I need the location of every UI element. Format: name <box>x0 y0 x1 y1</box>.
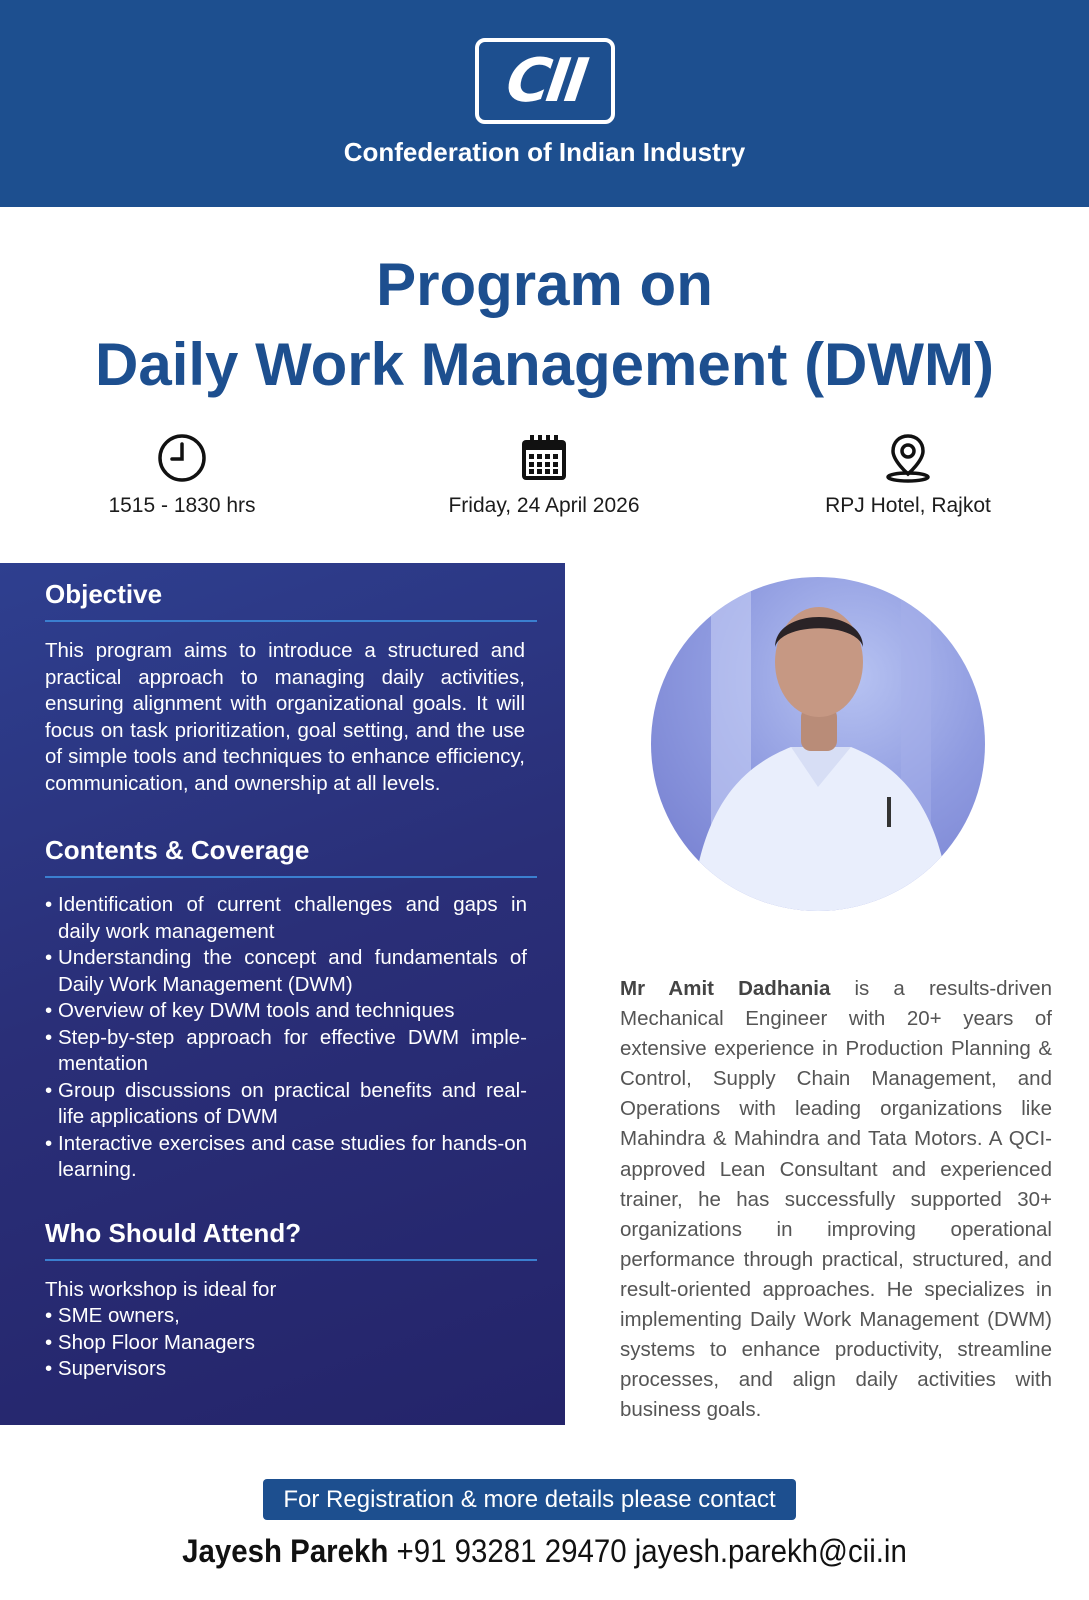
bullet-icon: • <box>45 1357 53 1380</box>
event-time-text: 1515 - 1830 hrs <box>108 494 256 517</box>
speaker-photo <box>651 577 985 911</box>
who-should-attend-heading: Who Should Attend? <box>45 1218 537 1261</box>
event-date-text: Friday, 24 April 2026 <box>448 494 640 517</box>
list-item: • Step-by-step approach for effective DWM imple-mentation <box>45 1025 527 1075</box>
event-date <box>414 432 674 518</box>
bullet-icon: • <box>45 893 53 916</box>
list-item: • Identification of current challenges and gaps in daily work management <box>45 893 527 943</box>
speaker-portrait-illustration <box>651 577 985 911</box>
cii-logo <box>475 38 615 124</box>
program-details-panel <box>0 563 565 1425</box>
bullet-icon: • <box>45 1330 53 1354</box>
list-item: • Understanding the concept and fundamentals of Daily Work Management (DWM) <box>45 946 527 996</box>
bullet-icon: • <box>45 999 53 1022</box>
bullet-icon: • <box>45 1078 53 1102</box>
list-item: • Supervisors <box>45 1357 167 1380</box>
event-venue <box>778 432 1038 518</box>
header-banner <box>0 0 1089 207</box>
clock-icon <box>156 432 208 484</box>
calendar-icon <box>518 432 570 484</box>
page-title-line2: Daily Work Management (DWM) <box>95 331 994 398</box>
bullet-icon: • <box>45 1304 53 1327</box>
attendee-list <box>45 1303 538 1383</box>
objective-text: This program aims to introduce a structured and practical approach to managing daily activities, ensuring alignment with organizational goals. It will focus on task prioritization, goal setting, and the use of simple tools and techniques to enhance efficiency, communication, and ownership at all levels. <box>45 639 525 795</box>
org-name: Confederation of Indian Industry <box>343 137 746 167</box>
who-intro: This workshop is ideal for <box>45 1277 277 1301</box>
objective-heading: Objective <box>45 579 537 622</box>
speaker-name: Mr Amit Dadhania <box>620 977 831 1000</box>
list-item: • Overview of key DWM tools and techniques <box>45 998 527 1025</box>
list-item: • Group discussions on practical benefits and real-life applications of DWM <box>45 1078 527 1128</box>
event-venue-text: RPJ Hotel, Rajkot <box>825 494 991 517</box>
contact-details <box>44 1533 1046 1570</box>
list-item: • Shop Floor Managers <box>45 1330 256 1354</box>
contact-phone[interactable]: +91 93281 29470 <box>396 1533 627 1569</box>
registration-banner: For Registration & more details please contact <box>263 1479 796 1520</box>
speaker-bio <box>620 974 1052 1425</box>
contact-name: Jayesh Parekh <box>182 1533 389 1569</box>
contents-list <box>45 892 527 1184</box>
speaker-bio-text: is a results-driven Mechanical Engineer with 20+ years of extensive experience in Production Planning & Control, Supply Chain Management, and Operations with leading organizations like Mahindra & Mahindra and Tata Motors. A QCI-approved Lean Consultant and experienced trainer, he has successfully supported 30+ organizations in improving operational performance through practical, structured, and result-oriented approaches. He specializes in implementing Daily Work Management (DWM) systems to enhance productivity, streamline processes, and align daily activities with business goals. <box>620 977 1052 1422</box>
cii-logo-text: CII <box>501 46 589 116</box>
bullet-icon: • <box>45 946 53 969</box>
list-item: • SME owners, <box>45 1304 180 1327</box>
bullet-icon: • <box>45 1131 53 1155</box>
contents-heading: Contents & Coverage <box>45 835 537 878</box>
page-title-line1: Program on <box>376 251 713 318</box>
list-item: • Interactive exercises and case studies for hands-on learning. <box>45 1131 527 1181</box>
location-pin-icon <box>882 432 934 484</box>
event-time <box>52 432 312 518</box>
contact-email[interactable]: jayesh.parekh@cii.in <box>634 1533 907 1569</box>
bullet-icon: • <box>45 1025 53 1049</box>
